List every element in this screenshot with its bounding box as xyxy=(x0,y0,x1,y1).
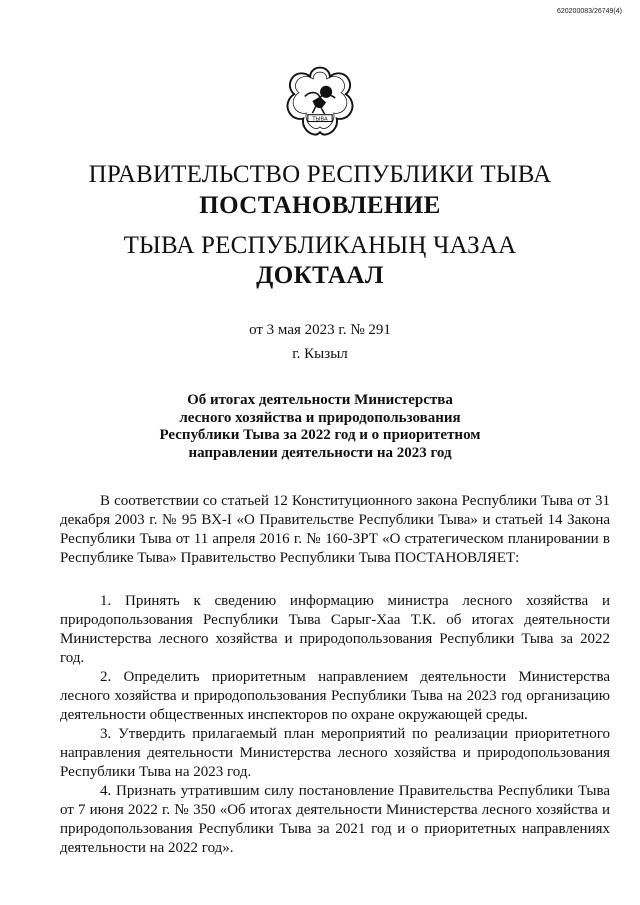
decree-item-4: 4. Признать утратившим силу постановление Правительства Республики Тыва от 7 июня 2022 г. № 350 «Об итогах деятельности Министерства лесного хозяйства и природопользования Республики Тыва за 2021 год и о приоритетных направлениях деятельности на 2022 год». xyxy=(60,783,610,856)
decree-title-tyv: ДОКТААЛ xyxy=(256,262,384,289)
decree-subject xyxy=(0,392,640,462)
decree-title-ru: ПОСТАНОВЛЕНИЕ xyxy=(199,192,441,219)
tuva-coat-of-arms-icon xyxy=(282,63,358,139)
subject-line: лесного хозяйства и природопользования xyxy=(179,409,461,426)
subject-line: направлении деятельности на 2023 год xyxy=(188,444,452,461)
subject-line: Об итогах деятельности Министерства xyxy=(187,392,453,408)
decree-date-number: от 3 мая 2023 г. № 291 xyxy=(249,322,391,338)
decree-preamble xyxy=(60,492,610,568)
document-id: 620200083/26749(4) xyxy=(556,8,622,15)
government-title-ru: ПРАВИТЕЛЬСТВО РЕСПУБЛИКИ ТЫВА xyxy=(88,161,552,188)
decree-item-3: 3. Утвердить прилагаемый план мероприятий по реализации приоритетного направления деятельности Министерства лесного хозяйства и природопользования Республики Тыва на 2023 год. xyxy=(60,726,610,780)
svg-text:ТЫВА: ТЫВА xyxy=(312,116,328,123)
decree-item-2: 2. Определить приоритетным направлением деятельности Министерства лесного хозяйства и природопользования Республики Тыва на 2023 год организацию деятельности общественных инспекторов по охране окружающей среды. xyxy=(60,669,610,723)
decree-item-1: 1. Принять к сведению информацию министра лесного хозяйства и природопользования Республики Тыва Сарыг-Хаа Т.К. об итогах деятельности Министерства лесного хозяйства и природопользования Республики Тыва за 2022 год. xyxy=(60,593,610,666)
decree-items xyxy=(60,592,610,858)
subject-line: Республики Тыва за 2022 год и о приоритетном xyxy=(159,427,481,443)
preamble-paragraph: В соответствии со статьей 12 Конституционного закона Республики Тыва от 31 декабря 2003 г. № 95 ВХ-I «О Правительстве Республики Тыва» и статьей 14 Закона Республики Тыва от 11 апреля 2016 г. № 160-ЗРТ «О стратегическом планировании в Республике Тыва» Правительство Республики Тыва ПОСТАНОВЛЯЕТ: xyxy=(60,493,610,566)
decree-city: г. Кызыл xyxy=(292,346,348,362)
government-title-tyv: ТЫВА РЕСПУБЛИКАНЫҢ ЧАЗАА xyxy=(123,232,517,259)
